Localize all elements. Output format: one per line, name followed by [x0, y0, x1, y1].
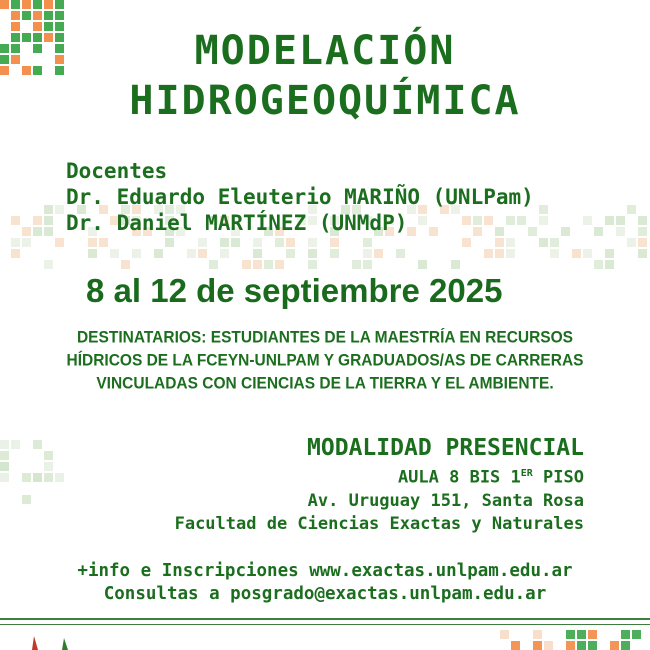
modality-block: [175, 434, 584, 536]
mosaic-tile: [605, 249, 614, 258]
mosaic-tile: [506, 249, 515, 258]
mosaic-tile: [286, 249, 295, 258]
bottom-right-mosaic: [500, 630, 650, 650]
mosaic-tile: [638, 249, 647, 258]
mosaic-tile: [55, 205, 64, 214]
flag-ornament: [22, 632, 82, 650]
info-block: [0, 560, 650, 606]
mosaic-tile: [165, 238, 174, 247]
mosaic-tile: [561, 227, 570, 236]
bottom-divider: [0, 624, 650, 625]
mosaic-tile: [539, 205, 548, 214]
mosaic-tile: [638, 227, 647, 236]
mosaic-tile: [11, 0, 20, 9]
mosaic-tile: [363, 238, 372, 247]
mosaic-tile: [0, 462, 9, 471]
mosaic-tile: [632, 630, 641, 639]
mosaic-tile: [44, 260, 53, 269]
mosaic-tile: [0, 0, 9, 9]
mosaic-tile: [44, 0, 53, 9]
mosaic-tile: [11, 216, 20, 225]
room-ordinal: ER: [520, 468, 533, 479]
mosaic-tile: [33, 0, 42, 9]
teachers-block: [66, 158, 534, 236]
mosaic-tile: [33, 440, 42, 449]
mosaic-tile: [0, 473, 9, 482]
mosaic-tile: [55, 473, 64, 482]
mosaic-tile: [198, 249, 207, 258]
mosaic-tile: [495, 238, 504, 247]
destinatarios-line: HÍDRICOS DE LA FCEYN-UNLPAM Y GRADUADOS/AS DE CARRERAS: [66, 351, 584, 370]
mosaic-tile: [22, 227, 31, 236]
mosaic-tile: [583, 216, 592, 225]
mosaic-tile: [462, 238, 471, 247]
mosaic-tile: [627, 238, 636, 247]
faculty-name: Facultad de Ciencias Exactas y Naturales: [174, 513, 584, 534]
mosaic-tile: [22, 11, 31, 20]
mosaic-tile: [330, 238, 339, 247]
mosaic-tile: [44, 451, 53, 460]
mosaic-tile: [33, 227, 42, 236]
destinatarios-block: [20, 326, 630, 395]
mosaic-tile: [363, 260, 372, 269]
mosaic-tile: [451, 260, 460, 269]
mosaic-tile: [572, 249, 581, 258]
inscription-info: +info e Inscripciones www.exactas.unlpam.edu.ar: [77, 561, 573, 581]
mosaic-tile: [99, 238, 108, 247]
mosaic-tile: [539, 238, 548, 247]
mosaic-tile: [220, 249, 229, 258]
mosaic-tile: [533, 630, 542, 639]
mosaic-tile: [605, 260, 614, 269]
destinatarios-line: VINCULADAS CON CIENCIAS DE LA TIERRA Y EL AMBIENTE.: [96, 374, 554, 394]
address: Av. Uruguay 151, Santa Rosa: [307, 490, 584, 511]
mosaic-tile: [610, 641, 619, 650]
mosaic-tile: [33, 473, 42, 482]
contact-info: Consultas a posgrado@exactas.unlpam.edu.ar: [103, 584, 547, 604]
mosaic-tile: [616, 227, 625, 236]
mosaic-tile: [0, 451, 9, 460]
mosaic-tile: [308, 249, 317, 258]
mosaic-tile: [11, 238, 20, 247]
left-mosaic: [0, 440, 70, 510]
mosaic-tile: [275, 260, 284, 269]
mosaic-tile: [44, 473, 53, 482]
mosaic-tile: [511, 641, 520, 650]
mosaic-tile: [577, 630, 586, 639]
mosaic-tile: [594, 260, 603, 269]
mosaic-tile: [22, 473, 31, 482]
mosaic-tile: [44, 216, 53, 225]
mosaic-tile: [110, 249, 119, 258]
mosaic-tile: [286, 238, 295, 247]
mosaic-tile: [621, 641, 630, 650]
mosaic-tile: [627, 205, 636, 214]
mosaic-tile: [638, 238, 647, 247]
mosaic-tile: [374, 249, 383, 258]
mosaic-tile: [616, 216, 625, 225]
teacher-name: Dr. Eduardo Eleuterio MARIÑO (UNLPam): [66, 185, 534, 209]
mosaic-tile: [577, 641, 586, 650]
mosaic-tile: [539, 216, 548, 225]
mosaic-tile: [500, 630, 509, 639]
mosaic-tile: [33, 11, 42, 20]
mosaic-tile: [264, 260, 273, 269]
mosaic-tile: [550, 249, 559, 258]
mosaic-tile: [11, 249, 20, 258]
mosaic-tile: [198, 238, 207, 247]
mosaic-tile: [533, 641, 542, 650]
room-location: [175, 462, 584, 490]
mosaic-tile: [566, 630, 575, 639]
mosaic-tile: [132, 249, 141, 258]
mosaic-tile: [484, 249, 493, 258]
mosaic-tile: [506, 238, 515, 247]
mosaic-tile: [495, 249, 504, 258]
mosaic-tile: [566, 641, 575, 650]
mosaic-tile: [253, 260, 262, 269]
mosaic-tile: [605, 216, 614, 225]
bottom-divider: [0, 618, 650, 620]
mosaic-tile: [638, 216, 647, 225]
mosaic-tile: [154, 249, 163, 258]
mosaic-tile: [550, 238, 559, 247]
flag-ornament-green: [62, 638, 68, 650]
mosaic-tile: [352, 260, 361, 269]
mosaic-tile: [253, 238, 262, 247]
mosaic-tile: [22, 495, 31, 504]
mosaic-tile: [308, 238, 317, 247]
flag-ornament-red: [32, 636, 38, 650]
mosaic-tile: [209, 260, 218, 269]
mosaic-tile: [187, 249, 196, 258]
mosaic-tile: [44, 227, 53, 236]
destinatarios-line: DESTINATARIOS: ESTUDIANTES DE LA MAESTRÍA EN RECURSOS: [76, 328, 574, 347]
mosaic-tile: [88, 249, 97, 258]
course-title-line2: HIDROGEOQUÍMICA: [129, 78, 521, 124]
teachers-heading: Docentes: [66, 159, 168, 183]
mosaic-tile: [544, 641, 553, 650]
mosaic-tile: [220, 238, 229, 247]
mosaic-tile: [363, 249, 372, 258]
teacher-name: Dr. Daniel MARTÍNEZ (UNMdP): [66, 211, 408, 235]
mosaic-tile: [121, 260, 130, 269]
mosaic-tile: [621, 630, 630, 639]
mosaic-tile: [588, 641, 597, 650]
mosaic-tile: [55, 238, 64, 247]
modality-heading: MODALIDAD PRESENCIAL: [307, 435, 584, 461]
mosaic-tile: [330, 249, 339, 258]
mosaic-tile: [275, 238, 284, 247]
mosaic-tile: [44, 462, 53, 471]
mosaic-tile: [418, 260, 427, 269]
mosaic-tile: [22, 0, 31, 9]
mosaic-tile: [33, 216, 42, 225]
mosaic-tile: [594, 227, 603, 236]
mosaic-tile: [11, 11, 20, 20]
mosaic-tile: [231, 238, 240, 247]
mosaic-tile: [253, 249, 262, 258]
room-prefix: AULA 8 BIS 1: [397, 467, 521, 488]
mosaic-tile: [308, 260, 317, 269]
mosaic-tile: [0, 440, 9, 449]
mosaic-tile: [55, 0, 64, 9]
room-suffix: PISO: [532, 467, 584, 488]
mosaic-tile: [44, 11, 53, 20]
mosaic-tile: [242, 260, 251, 269]
course-title-line1: MODELACIÓN: [194, 28, 456, 74]
mosaic-tile: [88, 238, 97, 247]
mosaic-tile: [583, 249, 592, 258]
mosaic-tile: [396, 249, 405, 258]
mosaic-tile: [55, 11, 64, 20]
mosaic-tile: [22, 238, 31, 247]
mosaic-tile: [44, 205, 53, 214]
mosaic-tile: [588, 630, 597, 639]
mosaic-tile: [11, 440, 20, 449]
course-dates: 8 al 12 de septiembre 2025: [86, 272, 503, 309]
